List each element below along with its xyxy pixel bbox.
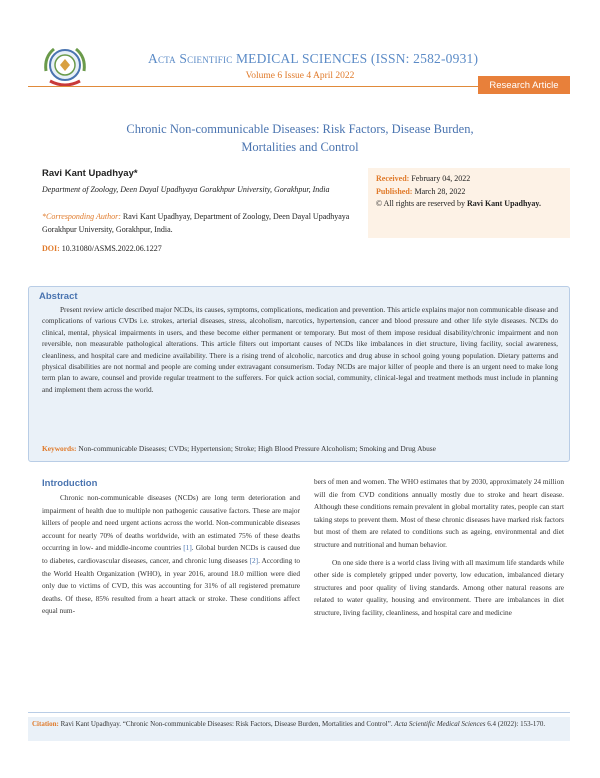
article-title: Chronic Non-communicable Diseases: Risk Factors, Disease Burden, Mortalities and Control [126,122,474,154]
article-type-badge: Research Article [478,76,570,94]
doi-link[interactable]: 10.31080/ASMS.2022.06.1227 [61,244,162,253]
keywords [42,444,562,453]
body-column-left [42,492,300,618]
paragraph-text: . Global burden NCDs is caused due to diabetes, cardiovascular diseases, cancer, and chronic lung diseases [42,543,300,565]
keywords-label: Keywords: [42,444,77,453]
dates-box [368,168,570,238]
author-affiliation: Department of Zoology, Deen Dayal Upadhyaya Gorakhpur University, Gorakhpur, India [42,185,330,194]
paragraph: On one side there is a world class living with all maximum life standards while other side is completely gripped under poverty, low education, imbalanced dietary structures and poor quality of living standards. Among other natural reasons are related to water quality, housing and environment. There are imbalances in diet structure, living facility, cleanliness, and hospital care and medicine [314,557,564,617]
received-label: Received: [376,174,410,183]
doi-label: DOI: [42,244,60,253]
paragraph-text: . According to the World Health Organization (WHO), in year 2016, around 18.0 million were died only due to victims of CVD, this was accounting for 31% of all registered premature deaths. Of these, 85% resulted from a heart attack or stroke. These conditions affect equal num- [42,555,300,616]
paragraph: bers of men and women. The WHO estimates that by 2030, approximately 24 million will die from CVD conditions annually mostly due to stroke and heart disease. Although these conditions remain prevalent in global mortality rates, people can start taking steps to prevent them. Most of these chronic diseases have marked risk factors but most of them are related to conditions such as ageing, environmental and diet structure and nutritional and human behavior. [314,477,564,549]
issue-volume: Volume 6 Issue 4 April 2022 [245,71,355,81]
citation-footer [28,717,570,741]
citation-link[interactable]: [2] [249,555,259,565]
citation-link[interactable]: [1] [183,543,192,553]
abstract-heading: Abstract [39,291,78,302]
citation-issue: 6.4 (2022): 153-170. [487,720,546,728]
corresponding-author [42,210,352,236]
body-column-right [314,476,564,625]
rights-holder: Ravi Kant Upadhyay. [466,199,541,208]
doi [42,244,162,253]
rights-text: © All rights are reserved by [376,199,465,208]
footer-divider [28,712,570,713]
citation-journal: Acta Scientific Medical Sciences [394,720,486,728]
paragraph-text: Chronic non-communicable diseases (NCDs) are long term deterioration and impairment of health due to multiple non pathogenic causative factors. These are major killers of people and need urgent actions across the world. Non-communicable diseases account for nearly 70% of deaths worldwide, with an estimated 75% of these deaths occurring in low- and middle-income countries [42,493,300,553]
abstract-text: Present review article described major NCDs, its causes, symptoms, complications, medication and prevention. This article explains major non communicable disease and complications of various CVDs i.e. strokes, arterial diseases, stress, alcoholism, narcotics, hypertension, cancer and blood pressure and other life style diseases. NCDs do clinical, mental, physical impairments in users, and these become either permanent or temporary. But most of them impose residual disability/chronic impairment and non reversible, non measurable pathological alterations. This article filters out important causes of NCDs like imbalances in diet structure, living facility, social awareness, cleanliness, and hospital care and medicine availability. There is a rising trend of alcoholic, narcotics and drug abuse in school going young population. Dietary patterns and physical disabilities are not normal and people are coming under extravagant consumerism. Today NCDs are major killer of people and there is an urgent need to make long term plan to aware, counsel and provide regular treatment to the sufferers. For quick action social, community, clinical-legal and treatment methods must include in planning and implement them across the world. [42,305,558,394]
abstract-box [28,286,570,462]
citation-label: Citation: [32,720,59,728]
corresponding-label: *Corresponding Author: [42,212,121,221]
corresponding-text: Ravi Kant Upadhyay, Department of Zoology, Deen Dayal Upadhyaya Gorakhpur University, Gorakhpur, India. [42,212,350,234]
journal-title: Acta Scientific MEDICAL SCIENCES (ISSN: 2582-0931) [148,51,479,66]
author-name: Ravi Kant Upadhyay* [42,168,138,179]
keywords-text: Non-communicable Diseases; CVDs; Hypertension; Stroke; High Blood Pressure Alcoholism; Smoking and Drug Abuse [78,444,436,453]
received-date: February 04, 2022 [411,174,471,183]
published-date: March 28, 2022 [414,186,466,196]
introduction-heading: Introduction [42,478,98,489]
published-label: Published: [376,186,413,196]
citation-text: Ravi Kant Upadhyay. “Chronic Non-communicable Diseases: Risk Factors, Disease Burden, Mortalities and Control”. [60,720,393,728]
journal-logo-icon [40,41,90,91]
